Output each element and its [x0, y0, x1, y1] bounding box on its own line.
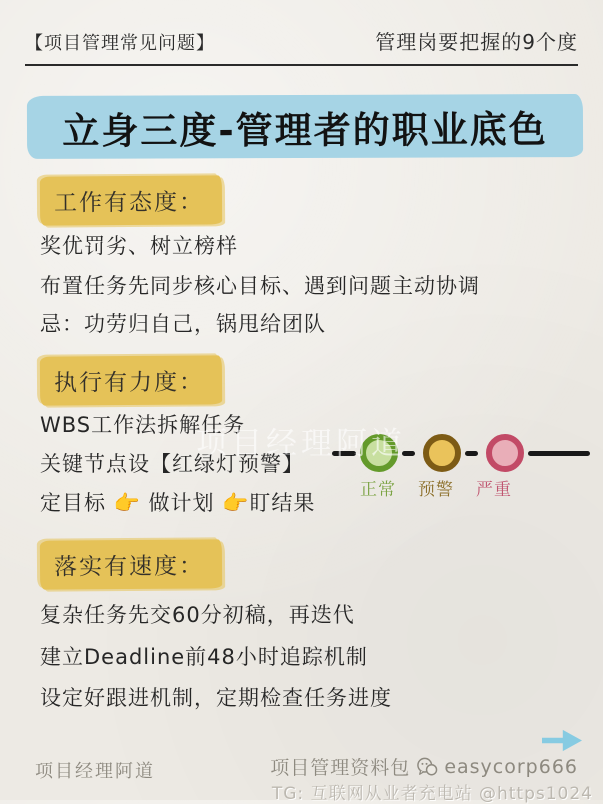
section2-line2: 关键节点设【红绿灯预警】: [40, 452, 304, 476]
header-topic: 【项目管理常见问题】: [25, 33, 215, 54]
header-series: 管理岗要把握的9个度: [375, 30, 578, 54]
footer-resource-label: 项目管理资料包: [270, 757, 411, 779]
footer-author: 项目经理阿道: [35, 761, 155, 782]
page-title: 立身三度-管理者的职业底色: [62, 107, 548, 153]
center-watermark: 项目经理阿道: [196, 426, 406, 462]
section3-line3: 设定好跟进机制，定期检查任务进度: [40, 686, 392, 710]
status-label-severe: 严重: [476, 480, 512, 500]
status-circle-severe: [486, 434, 524, 472]
status-circle-warning: [423, 434, 461, 472]
section3-line2: 建立Deadline前48小时追踪机制: [40, 645, 368, 669]
section3-line1: 复杂任务先交60分初稿，再迭代: [40, 603, 355, 627]
section-heading-execution: 执行有力度：: [40, 355, 222, 405]
line-segment: [528, 451, 590, 456]
status-label-normal: 正常: [360, 480, 396, 500]
section-heading-speed: 落实有速度：: [40, 539, 222, 589]
wechat-icon: [416, 757, 438, 777]
next-page-arrow-icon: [542, 729, 582, 752]
section2-line3: 定目标 👉 做计划 👉盯结果: [40, 491, 316, 515]
header: [25, 26, 578, 66]
footer-contact: [270, 753, 578, 780]
section1-line3: 忌：功劳归自己，锅甩给团队: [40, 312, 326, 336]
traffic-light-labels: [332, 475, 590, 500]
footer-wechat-account: easycorp666: [444, 755, 578, 778]
tg-watermark: TG: 互联网从业者充电站 @https1024: [271, 784, 593, 804]
section-heading-attitude: 工作有态度：: [40, 175, 222, 225]
line-segment: [465, 451, 478, 456]
status-label-warning: 预警: [418, 480, 454, 500]
section1-line1: 奖优罚劣、树立榜样: [40, 234, 238, 258]
section1-line2: 布置任务先同步核心目标、遇到问题主动协调: [40, 274, 480, 298]
title-banner: [27, 94, 583, 159]
section2-line1: WBS工作法拆解任务: [40, 413, 246, 437]
